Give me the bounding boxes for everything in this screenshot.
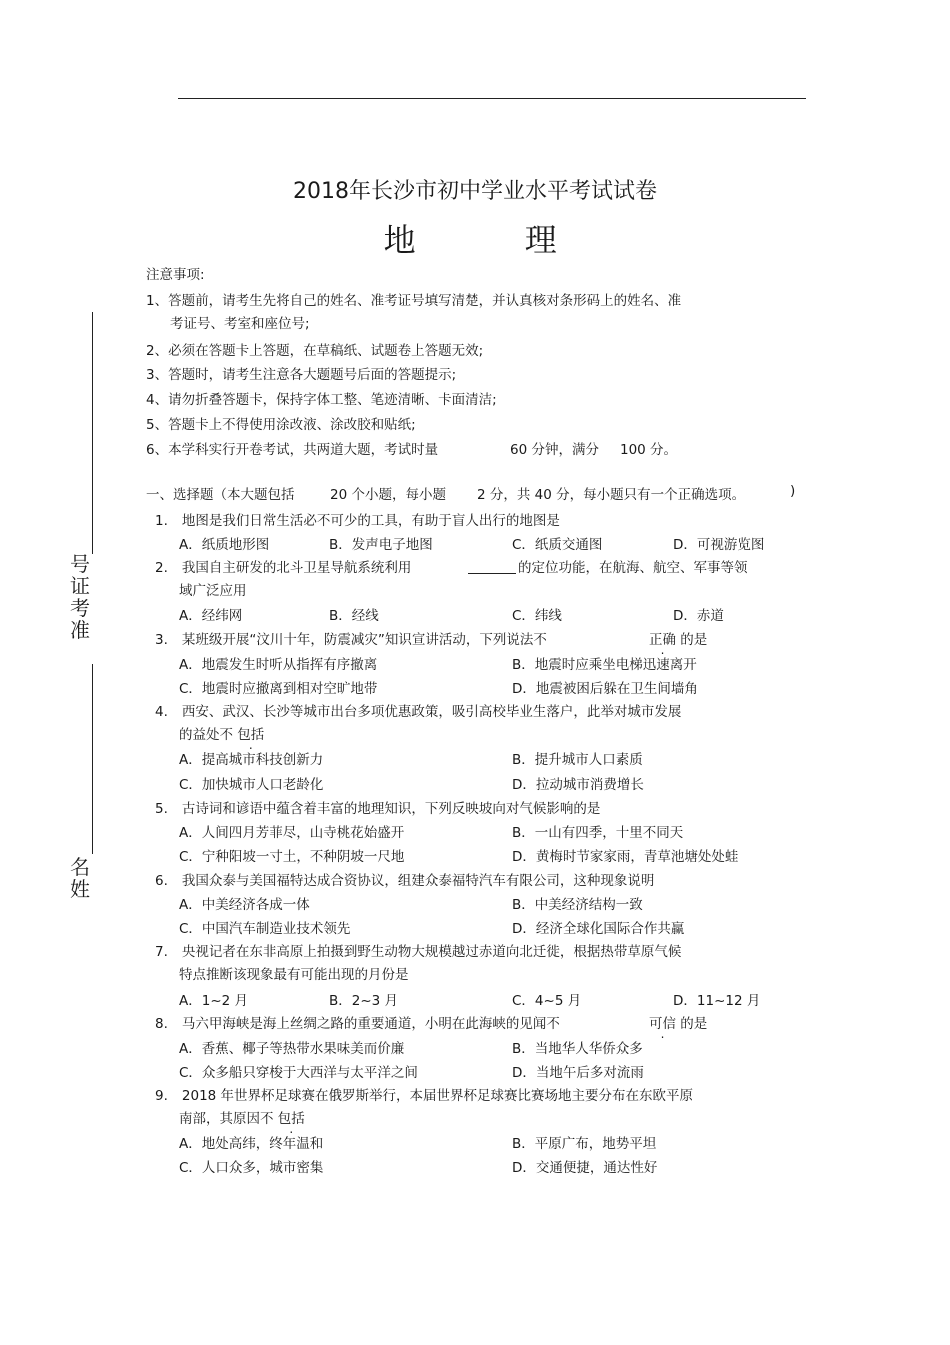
- q8-text-post: 的是: [680, 1016, 708, 1032]
- notes-heading: 注意事项:: [146, 267, 205, 283]
- q2-num: 2.: [155, 560, 168, 576]
- q9-option-c[interactable]: C．人口众多，城市密集: [179, 1160, 324, 1176]
- q1-option-a[interactable]: A．纸质地形图: [179, 537, 270, 553]
- q2-option-d[interactable]: D．赤道: [673, 608, 724, 624]
- subject-char-1: 地: [383, 221, 426, 259]
- question-4: [155, 700, 681, 720]
- note-6-text: 6、本学科实行开卷考试，共两道大题，考试时量: [146, 442, 439, 458]
- q8-emph: 可信: [649, 1016, 676, 1032]
- note-5: 5、答题卡上不得使用涂改液、涂改胶和贴纸;: [146, 417, 416, 433]
- q8-num: 8.: [155, 1016, 168, 1032]
- header-rule: [178, 98, 806, 99]
- q8-emph-line: [649, 1012, 707, 1032]
- q4-option-a[interactable]: A．提高城市科技创新力: [179, 752, 324, 768]
- q1-option-c[interactable]: C．纸质交通图: [512, 537, 603, 553]
- question-5: [155, 797, 600, 817]
- question-3: [155, 628, 547, 648]
- note-3: 3、答题时，请考生注意各大题题号后面的答题提示;: [146, 367, 457, 383]
- q9-text-cont: [179, 1107, 305, 1127]
- q9-num: 9.: [155, 1088, 168, 1104]
- exam-number-text: 号证考准: [70, 552, 90, 642]
- q2-option-b[interactable]: B．经线: [329, 608, 379, 624]
- section-title-d: ): [790, 483, 796, 499]
- q5-option-b[interactable]: B．一山有四季，十里不同天: [512, 825, 684, 841]
- q3-option-c[interactable]: C．地震时应撤离到相对空旷地带: [179, 681, 378, 697]
- q7-option-a[interactable]: A．1~2 月: [179, 993, 249, 1009]
- q5-option-a[interactable]: A．人间四月芳菲尽，山寺桃花始盛开: [179, 825, 405, 841]
- q2-text-pre: 我国自主研发的北斗卫星导航系统利用: [181, 560, 412, 576]
- q5-option-c[interactable]: C．宁种阳坡一寸土，不种阴坡一尺地: [179, 849, 405, 865]
- q9-cont-emph: 包括: [277, 1111, 305, 1127]
- exam-number-label: [66, 553, 94, 641]
- q4-option-b[interactable]: B．提升城市人口素质: [512, 752, 643, 768]
- q9-cont-pre: 南部，其原因不: [179, 1111, 274, 1127]
- q9-option-a[interactable]: A．地处高纬，终年温和: [179, 1136, 324, 1152]
- q7-option-c[interactable]: C．4~5 月: [512, 993, 582, 1009]
- q6-option-a[interactable]: A．中美经济各成一体: [179, 897, 310, 913]
- section-title-c: 2 分，共 40 分，每小题只有一个正确选项。: [477, 487, 746, 503]
- note-4: 4、请勿折叠答题卡，保持字体工整、笔迹清晰、卡面清洁;: [146, 392, 497, 408]
- q3-emph: 正确: [649, 632, 676, 648]
- q7-num: 7.: [155, 944, 168, 960]
- q6-text: 我国众泰与美国福特达成合资协议，组建众泰福特汽车有限公司，这种现象说明: [181, 873, 655, 889]
- q1-num: 1.: [155, 513, 168, 529]
- q8-option-c[interactable]: C．众多船只穿梭于大西洋与太平洋之间: [179, 1065, 418, 1081]
- q4-cont-emph: 包括: [237, 727, 265, 743]
- section-title-b: 20 个小题，每小题: [330, 487, 446, 503]
- q6-option-b[interactable]: B．中美经济结构一致: [512, 897, 643, 913]
- q7-option-d[interactable]: D．11~12 月: [673, 993, 761, 1009]
- question-6: [155, 869, 654, 889]
- q9-text: 2018 年世界杯足球赛在俄罗斯举行，本届世界杯足球赛比赛场地主要分布在东欧平原: [181, 1088, 694, 1104]
- question-1: [155, 509, 560, 529]
- q2-text-post: 的定位功能，在航海、航空、军事等领: [518, 560, 748, 576]
- name-label: [66, 856, 94, 900]
- q2-text-cont: 域广泛应用: [179, 583, 247, 599]
- q8-option-d[interactable]: D．当地午后多对流雨: [512, 1065, 644, 1081]
- name-text: 名姓: [70, 855, 90, 901]
- note-1: 1、答题前，请考生先将自己的姓名、准考证号填写清楚，并认真核对条形码上的姓名、准: [146, 293, 682, 309]
- exam-title: 2018年长沙市初中学业水平考试试卷: [293, 179, 657, 204]
- q4-option-d[interactable]: D．拉动城市消费增长: [512, 777, 644, 793]
- q1-option-d[interactable]: D．可视游览图: [673, 537, 765, 553]
- q9-option-d[interactable]: D．交通便捷，通达性好: [512, 1160, 658, 1176]
- note-6: [146, 438, 438, 458]
- q5-option-d[interactable]: D．黄梅时节家家雨，青草池塘处处蛙: [512, 849, 739, 865]
- note-1-cont: 考证号、考室和座位号;: [170, 316, 310, 332]
- q3-option-d[interactable]: D．地震被困后躲在卫生间墙角: [512, 681, 698, 697]
- section-title-a: 一、选择题（本大题包括: [146, 487, 295, 503]
- q7-option-b[interactable]: B．2~3 月: [329, 993, 399, 1009]
- q7-text-cont: 特点推断该现象最有可能出现的月份是: [179, 967, 409, 983]
- q1-option-b[interactable]: B．发声电子地图: [329, 537, 433, 553]
- question-2: [155, 556, 411, 576]
- q4-num: 4.: [155, 704, 168, 720]
- subject-title: [0, 215, 950, 261]
- q4-option-c[interactable]: C．加快城市人口老龄化: [179, 777, 324, 793]
- q2-blank: [468, 559, 516, 574]
- q3-emph-line: [649, 628, 707, 648]
- note-6-score: 100 分。: [620, 442, 678, 458]
- q3-option-b[interactable]: B．地震时应乘坐电梯迅速离开: [512, 657, 697, 673]
- q8-option-b[interactable]: B．当地华人华侨众多: [512, 1041, 643, 1057]
- q1-text: 地图是我们日常生活必不可少的工具，有助于盲人出行的地图是: [181, 513, 560, 529]
- q4-cont-pre: 的益处不: [179, 727, 233, 743]
- q5-text: 古诗词和谚语中蕴含着丰富的地理知识，下列反映坡向对气候影响的是: [181, 801, 601, 817]
- question-7: [155, 940, 681, 960]
- q8-option-a[interactable]: A．香蕉、椰子等热带水果味美而价廉: [179, 1041, 405, 1057]
- q6-num: 6.: [155, 873, 168, 889]
- binding-line-mid: [92, 664, 93, 854]
- question-8: [155, 1012, 560, 1032]
- q4-text-cont: [179, 723, 264, 743]
- note-2: 2、必须在答题卡上答题，在草稿纸、试题卷上答题无效;: [146, 343, 484, 359]
- q2-option-a[interactable]: A．经纬网: [179, 608, 243, 624]
- q3-text-pre: 某班级开展“汶川十年，防震减灾”知识宣讲活动，下列说法不: [181, 632, 547, 648]
- q3-text-post: 的是: [680, 632, 708, 648]
- q6-option-c[interactable]: C．中国汽车制造业技术领先: [179, 921, 351, 937]
- q8-text-pre: 马六甲海峡是海上丝绸之路的重要通道，小明在此海峡的见闻不: [181, 1016, 560, 1032]
- q3-num: 3.: [155, 632, 168, 648]
- q9-option-b[interactable]: B．平原广布，地势平坦: [512, 1136, 657, 1152]
- subject-char-2: 理: [524, 221, 567, 259]
- q6-option-d[interactable]: D．经济全球化国际合作共赢: [512, 921, 685, 937]
- q5-num: 5.: [155, 801, 168, 817]
- question-9: [155, 1084, 693, 1104]
- q4-text: 西安、武汉、长沙等城市出台多项优惠政策，吸引高校毕业生落户，此举对城市发展: [181, 704, 682, 720]
- binding-line-top: [92, 312, 93, 554]
- q2-option-c[interactable]: C．纬线: [512, 608, 562, 624]
- note-6-minutes: 60 分钟，满分: [510, 442, 599, 458]
- q2-blank-line: [468, 556, 748, 576]
- q7-text: 央视记者在东非高原上拍摄到野生动物大规模越过赤道向北迁徙，根据热带草原气候: [181, 944, 682, 960]
- q3-option-a[interactable]: A．地震发生时听从指挥有序撤离: [179, 657, 378, 673]
